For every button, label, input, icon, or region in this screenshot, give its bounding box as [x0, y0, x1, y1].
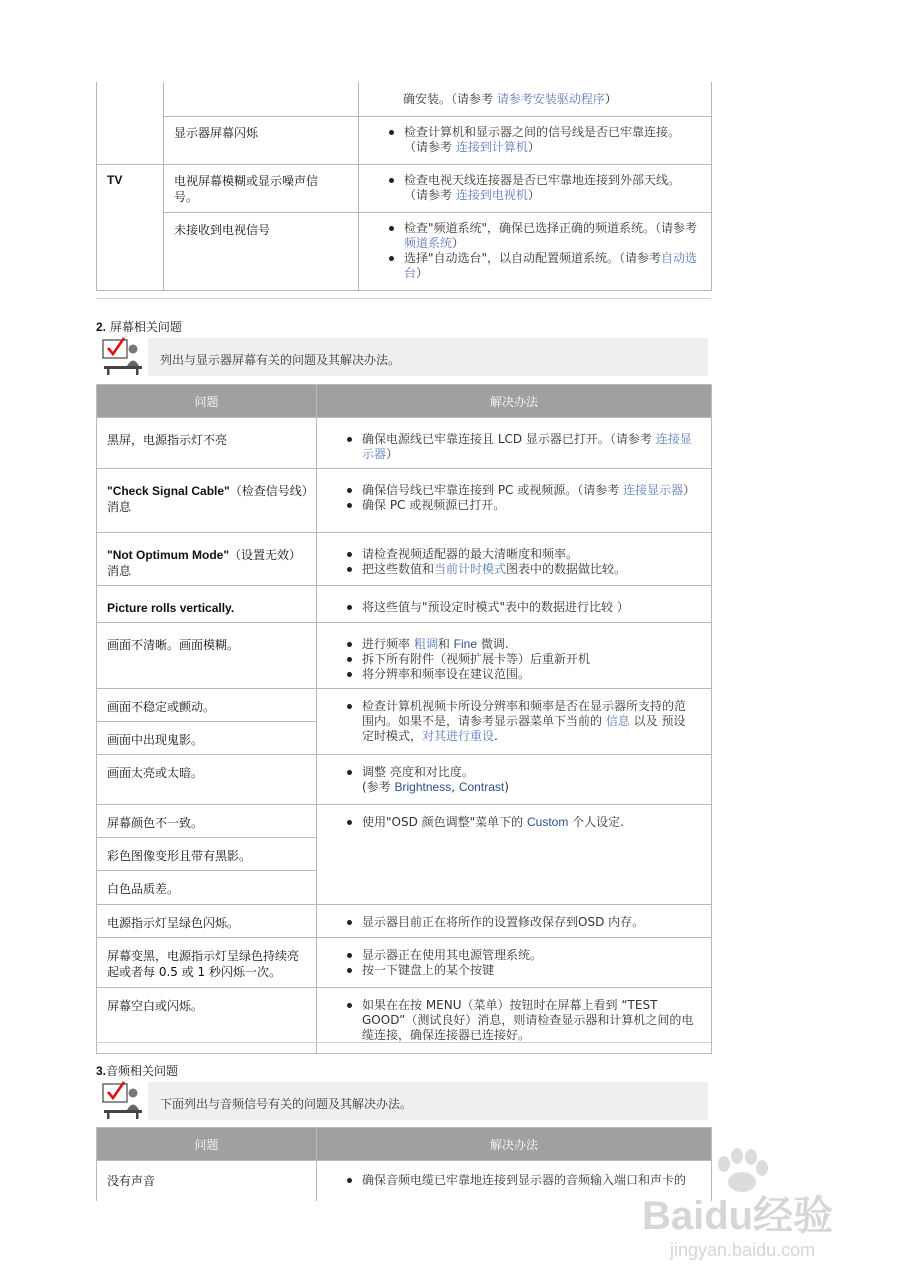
connect-monitor-link[interactable]: 连接显示器: [362, 432, 692, 461]
connect-tv-link[interactable]: 连接到电视机: [455, 187, 528, 202]
problem-cell: [164, 116, 359, 164]
solution-text: 选择"自动选台"，以自动配置频道系统。（请参考: [404, 250, 662, 265]
solution-bullet: [347, 562, 697, 577]
solution-text: 以及 预设定时模式，: [362, 714, 686, 743]
connect-computer-link[interactable]: 连接到计算机: [455, 139, 528, 154]
note-text: 下面列出与音频信号有关的问题及其解决办法。: [160, 1097, 413, 1111]
solution-text: ）: [527, 139, 540, 154]
problem-cell: [97, 805, 317, 838]
problem-text: 画面中出现鬼影。: [107, 733, 204, 747]
watermark-url: jingyan.baidu.com: [670, 1240, 816, 1260]
problem-text: 未接收到电视信号: [174, 222, 271, 237]
contrast-link[interactable]: Contrast: [458, 780, 505, 794]
section-number: 2.: [96, 320, 107, 334]
problem-cell: [97, 938, 317, 988]
section-number: 3.: [96, 1064, 107, 1078]
solution-bullet: [347, 483, 697, 498]
divider: [96, 1042, 711, 1043]
problem-cell: [97, 905, 317, 938]
problem-cell: [97, 755, 317, 805]
solution-text: 确保 PC 或视频源已打开。: [362, 498, 506, 512]
top-troubleshoot-table: [96, 82, 712, 291]
problem-text: （检查信号线）消息: [107, 484, 308, 514]
header-solution: 解决办法: [317, 1128, 712, 1161]
solution-bullet: [389, 173, 697, 203]
solution-text: 确保信号线已牢靠连接到 PC 或视频源。（请参考: [362, 483, 624, 497]
solution-cell: [317, 805, 712, 905]
problem-cell: [97, 533, 317, 586]
solution-bullet: [347, 948, 697, 963]
solution-text: .: [494, 729, 498, 743]
divider: [96, 298, 711, 299]
solution-text: 确安装。（请参考: [403, 92, 497, 106]
solution-bullet: [347, 699, 697, 744]
solution-text: 确保电源线已牢靠连接且 LCD 显示器已打开。（请参考: [362, 432, 656, 446]
channel-system-link[interactable]: 频道系统: [404, 235, 453, 250]
problem-text: 画面不清晰。画面模糊。: [107, 638, 240, 652]
reset-link[interactable]: 对其进行重设: [422, 729, 495, 743]
solution-text: 微调.: [477, 637, 509, 651]
solution-cell: [317, 755, 712, 805]
solution-cell: [317, 689, 712, 755]
problem-text: 显示器屏幕闪烁: [174, 125, 259, 140]
problem-text: 电视屏幕模糊或显示噪声信号。: [174, 173, 319, 204]
solution-bullet: [389, 125, 697, 155]
solution-text: 调整 亮度和对比度。: [362, 765, 474, 779]
solution-cell: [317, 586, 712, 623]
solution-text: 显示器目前正在将所作的设置修改保存到OSD 内存。: [362, 915, 645, 929]
problem-cell: [97, 418, 317, 469]
solution-bullet: [347, 637, 697, 652]
solution-cell: [317, 469, 712, 533]
solution-text: 检查电视天线连接器是否已牢靠地连接到外部天线。（请参考: [404, 172, 681, 202]
problem-text: 屏幕变黑，电源指示灯呈绿色持续亮起或者每 0.5 或 1 秒闪烁一次。: [107, 949, 300, 979]
solution-text: 使用"OSD 颜色调整"菜单下的: [362, 815, 527, 829]
problem-cell: [97, 689, 317, 722]
solution-text: 显示器正在使用其电源管理系统。: [362, 948, 543, 962]
solution-text: 请检查视频适配器的最大清晰度和频率。: [362, 547, 579, 561]
solution-text: 把这些数值和: [362, 562, 435, 576]
solution-cell: [317, 623, 712, 689]
coarse-link[interactable]: 粗调: [413, 637, 438, 651]
solution-text: 个人设定.: [568, 815, 624, 829]
problem-text: 没有声音: [107, 1174, 156, 1188]
solution-text: 检查计算机和显示器之间的信号线是否已牢靠连接。（请参考: [404, 124, 681, 154]
solution-text: (参考: [362, 780, 395, 794]
problem-text: 画面太亮或太暗。: [107, 766, 204, 780]
problem-cell: [97, 722, 317, 755]
solution-bullet: [347, 498, 697, 513]
solution-cell: [317, 905, 712, 938]
solution-cell: [317, 533, 712, 586]
screen-problems-table: [96, 384, 712, 1054]
solution-text: ）: [416, 265, 429, 280]
checkmark-note-icon: [100, 1080, 144, 1120]
solution-bullet: [347, 432, 697, 462]
watermark-logo: Baidu经验: [642, 1194, 834, 1238]
problem-cell: [97, 1161, 317, 1201]
header-problem: 问题: [97, 1128, 317, 1161]
problem-cell: [164, 212, 359, 290]
problem-text: 屏幕颜色不一致。: [107, 816, 204, 830]
header-solution: 解决办法: [317, 385, 712, 418]
solution-bullet: [347, 998, 697, 1043]
solution-text: ): [504, 780, 509, 794]
problem-keyword: "Check Signal Cable": [107, 484, 230, 498]
solution-text: 和: [437, 637, 454, 651]
solution-text: 如果在在按 MENU（菜单）按钮时在屏幕上看到 “TEST GOOD”（测试良好）消息，则请检查显示器和计算机之间的电缆连接，确保连接器已连接好。: [362, 998, 694, 1042]
header-problem: 问题: [97, 385, 317, 418]
problem-text: 电源指示灯呈绿色闪烁。: [107, 916, 240, 930]
problem-cell: [97, 469, 317, 533]
solution-bullet: [347, 815, 697, 830]
section-title-text: 屏幕相关问题: [106, 320, 182, 334]
solution-bullet: [389, 251, 701, 281]
solution-bullet: [347, 915, 697, 930]
problem-text: 彩色图像变形且带有黑影。: [107, 849, 252, 863]
brightness-link[interactable]: Brightness: [394, 780, 452, 794]
solution-cell: [317, 418, 712, 469]
note-icon: [100, 336, 144, 376]
solution-cell: [359, 164, 712, 212]
solution-text: 进行频率: [362, 637, 414, 651]
solution-bullet: [347, 765, 697, 795]
section-title: [96, 1062, 178, 1079]
solution-text: 将这些值与"预设定时模式"表中的数据进行比较 ）: [362, 600, 629, 614]
audio-problems-table: [96, 1127, 712, 1201]
solution-bullet: [389, 221, 701, 251]
solution-text: ）: [604, 92, 617, 106]
solution-cell: [317, 988, 712, 1054]
solution-bullet: [347, 547, 697, 562]
problem-text: 黑屏，电源指示灯不亮: [107, 433, 228, 447]
section-title: [96, 318, 182, 335]
solution-text: 拆下所有附件（视频扩展卡等）后重新开机: [362, 652, 591, 666]
problem-cell: [164, 82, 359, 116]
auto-tune-link[interactable]: 自动选台: [404, 250, 698, 280]
fine-link[interactable]: Fine: [453, 637, 478, 651]
problem-cell: [97, 623, 317, 689]
problem-cell: [97, 586, 317, 623]
note-icon: [100, 1080, 144, 1120]
solution-text: ）: [386, 447, 399, 461]
note-box: [148, 1082, 708, 1120]
solution-bullet: [347, 652, 697, 667]
install-driver-link[interactable]: 请参考安装驱动程序: [496, 92, 605, 106]
problem-cell: [164, 164, 359, 212]
solution-text: 检查计算机视频卡所设分辨率和频率是否在显示器所支持的范围内。如果不是，请参考显示器菜单下当前的: [362, 699, 687, 728]
solution-text: ）: [683, 483, 696, 497]
solution-text: 确保音频电缆已牢靠地连接到显示器的音频输入端口和声卡的: [362, 1173, 687, 1187]
problem-cell: [97, 871, 317, 905]
solution-text: 检查"频道系统"，确保已选择正确的频道系统。（请参考: [404, 220, 698, 235]
solution-text: ）: [527, 187, 540, 202]
solution-text: 图表中的数据做比较。: [506, 562, 627, 576]
solution-cell: [359, 212, 712, 290]
note-text: 列出与显示器屏幕有关的问题及其解决办法。: [160, 353, 401, 367]
solution-bullet: [347, 963, 697, 978]
problem-text: Picture rolls vertically.: [107, 601, 235, 615]
connect-monitor-link[interactable]: 连接显示器: [623, 483, 684, 497]
solution-bullet: [347, 600, 697, 615]
solution-text: ）: [452, 235, 465, 250]
custom-link[interactable]: Custom: [526, 815, 569, 829]
information-link[interactable]: 信息: [605, 714, 630, 728]
solution-cell: [317, 938, 712, 988]
problem-text: （设置无效）消息: [107, 548, 302, 578]
problem-text: 画面不稳定或颤动。: [107, 700, 216, 714]
tv-label: TV: [107, 172, 123, 187]
problem-cell: [97, 988, 317, 1054]
solution-cell: [359, 116, 712, 164]
category-cell: [97, 82, 164, 164]
problem-text: 白色品质差。: [107, 882, 180, 896]
solution-bullet: [347, 667, 697, 682]
category-cell: [97, 164, 164, 290]
timing-mode-link[interactable]: 当前计时模式: [434, 562, 507, 576]
problem-text: 屏幕空白或闪烁。: [107, 999, 204, 1013]
note-box: [148, 338, 708, 376]
section-title-text: 音频相关问题: [106, 1064, 179, 1078]
problem-cell: [97, 838, 317, 871]
solution-text: 将分辨率和频率设在建议范围。: [362, 667, 531, 681]
solution-text: ,: [451, 780, 459, 794]
checkmark-note-icon: [100, 336, 144, 376]
solution-cell: [359, 82, 712, 116]
baidu-watermark: [640, 1148, 890, 1268]
problem-keyword: "Not Optimum Mode": [107, 548, 230, 562]
solution-text: 按一下键盘上的某个按键: [362, 963, 495, 977]
